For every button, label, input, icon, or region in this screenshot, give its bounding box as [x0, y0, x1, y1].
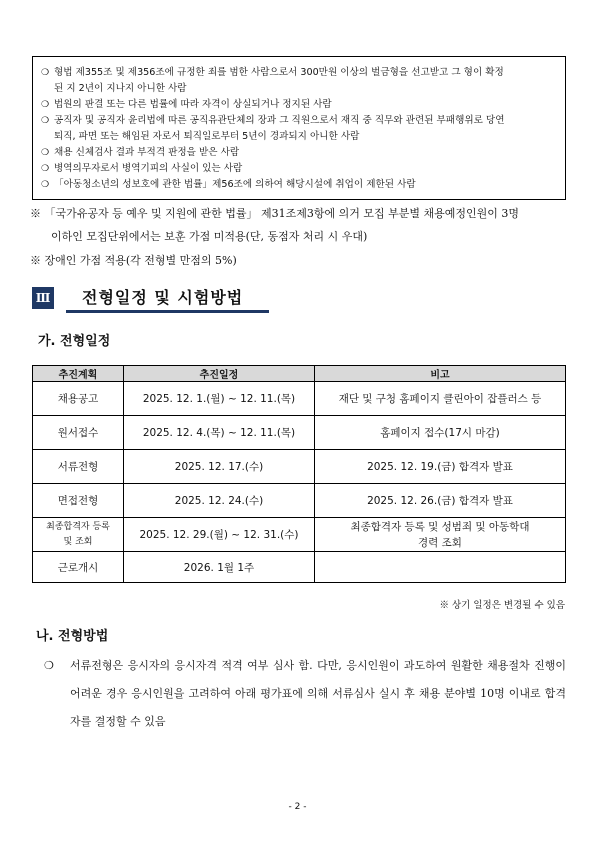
- circle-bullet-icon: ❍: [41, 164, 50, 174]
- column-header: 추진일정: [124, 366, 315, 382]
- table-cell: 2025. 12. 4.(목) ~ 12. 11.(목): [124, 416, 315, 450]
- table-cell: 홈페이지 접수(17시 마감): [315, 416, 566, 450]
- table-cell: [315, 552, 566, 583]
- list-item-text: 채용 신체검사 결과 부적격 판정을 받은 사람: [54, 147, 240, 158]
- column-header: 비고: [315, 366, 566, 382]
- disability-bonus-note: ※ 장애인 가점 적용(각 전형별 만점의 5%): [30, 254, 237, 267]
- table-cell: 최종합격자 등록 및 성범죄 및 아동학대 경력 조회: [315, 518, 566, 552]
- table-header-row: [33, 366, 566, 382]
- table-cell: 2025. 12. 29.(월) ~ 12. 31.(수): [124, 518, 315, 552]
- table-cell: 원서접수: [33, 416, 124, 450]
- page-number: - 2 -: [288, 802, 307, 812]
- column-header: 추진계획: [33, 366, 124, 382]
- table-row: [33, 416, 566, 450]
- section-number-badge: Ⅲ: [32, 287, 54, 309]
- table-row: [33, 382, 566, 416]
- veteran-bonus-note-continued: 이하인 모집단위에서는 보훈 가점 미적용(단, 동점자 처리 시 우대): [51, 230, 368, 243]
- circle-bullet-icon: ❍: [41, 68, 50, 78]
- veteran-bonus-note: ※ 「국가유공자 등 예우 및 지원에 관한 법률」 제31조제3항에 의거 모집 부분별 채용예정인원이 3명: [30, 207, 519, 220]
- table-cell: 서류전형: [33, 450, 124, 484]
- list-item: [41, 65, 557, 97]
- section-title: 전형일정 및 시험방법: [82, 288, 244, 307]
- table-cell: 채용공고: [33, 382, 124, 416]
- circle-bullet-icon: ❍: [41, 148, 50, 158]
- table-cell: 2025. 12. 1.(월) ~ 12. 11.(목): [124, 382, 315, 416]
- table-cell: 2025. 12. 17.(수): [124, 450, 315, 484]
- list-item-text: 형법 제355조 및 제356조에 규정한 죄를 범한 사람으로서 300만원 이상의 벌금형을 선고받고 그 형이 확정 된 지 2년이 지나지 아니한 사람: [54, 67, 504, 94]
- table-cell: 2025. 12. 24.(수): [124, 484, 315, 518]
- list-item-text: 공직자 및 공직자 윤리법에 따른 공직유관단체의 장과 그 직원으로서 재직 중 직무와 관련된 부패행위로 당연 퇴직, 파면 또는 해임된 자로서 퇴직일로부터 5년이 경과되지 아니한 사람: [54, 115, 505, 142]
- list-item-text: 법원의 판결 또는 다른 법률에 따라 자격이 상실되거나 정지된 사람: [54, 99, 332, 110]
- schedule-change-note: ※ 상기 일정은 변경될 수 있음: [439, 600, 565, 611]
- list-item: [41, 161, 557, 177]
- table-cell: 최종합격자 등록 및 조회: [33, 518, 124, 552]
- subsection-title-method: 나. 전형방법: [36, 629, 109, 644]
- table-cell: 2025. 12. 26.(금) 합격자 발표: [315, 484, 566, 518]
- list-item-text: 병역의무자로서 병역기피의 사실이 있는 사람: [54, 163, 243, 174]
- table-cell: 2026. 1월 1주: [124, 552, 315, 583]
- table-cell: 면접전형: [33, 484, 124, 518]
- table-row: [33, 518, 566, 552]
- table-cell: 근로개시: [33, 552, 124, 583]
- list-item: [41, 113, 557, 145]
- schedule-table: [32, 365, 566, 583]
- list-item: [41, 145, 557, 161]
- list-item: [41, 177, 557, 193]
- disqualification-box: [32, 56, 566, 200]
- table-row: [33, 450, 566, 484]
- table-row: [33, 552, 566, 583]
- subsection-title-schedule: 가. 전형일정: [38, 334, 111, 349]
- method-paragraph: [44, 652, 566, 736]
- table-cell: 재단 및 구청 홈페이지 클린아이 잡플러스 등: [315, 382, 566, 416]
- circle-bullet-icon: ❍: [41, 100, 50, 110]
- section-underline: [66, 310, 269, 313]
- circle-bullet-icon: ❍: [41, 116, 50, 126]
- circle-bullet-icon: ❍: [41, 180, 50, 190]
- table-row: [33, 484, 566, 518]
- method-text: 서류전형은 응시자의 응시자격 적격 여부 심사 함. 다만, 응시인원이 과도하여 원활한 채용절차 진행이 어려운 경우 응시인원을 고려하여 아래 평가표에 의해 서류심사 실시 후 채용 분야별 10명 이내로 합격자를 결정할 수 있음: [70, 659, 566, 728]
- circle-bullet-icon: ❍: [44, 659, 54, 672]
- table-cell: 2025. 12. 19.(금) 합격자 발표: [315, 450, 566, 484]
- list-item-text: 「아동청소년의 성보호에 관한 법률」제56조에 의하여 해당시설에 취업이 제한된 사람: [54, 179, 416, 190]
- list-item: [41, 97, 557, 113]
